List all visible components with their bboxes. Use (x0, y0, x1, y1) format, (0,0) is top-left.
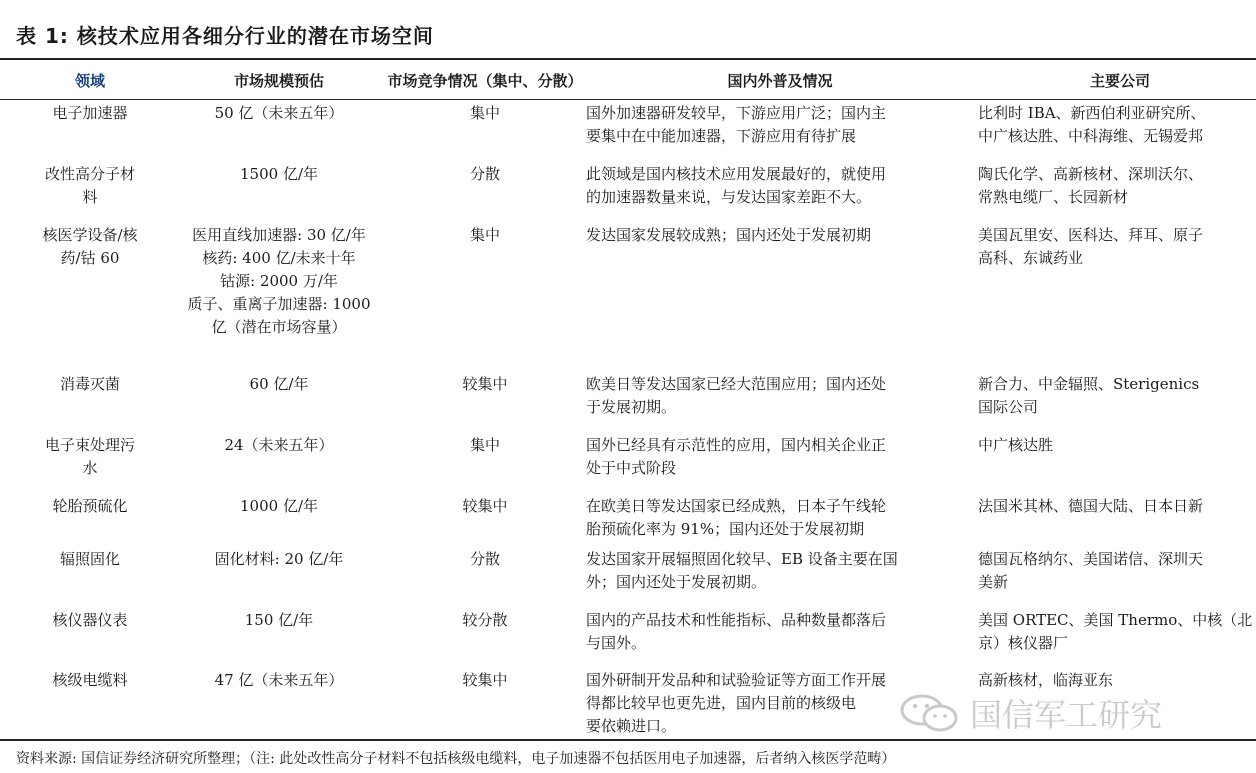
field-cell: 辐照固化 (59, 550, 120, 568)
watermark-text: 国信军工研究 (970, 696, 1163, 734)
status-cell: 欧美日等发达国家已经大范围应用；国内还处 (586, 375, 887, 393)
companies-cell: 常熟电缆厂、长园新材 (978, 188, 1129, 206)
competition-cell: 集中 (469, 104, 500, 122)
companies-cell: 中广核达胜、中科海维、无锡爱邦 (978, 127, 1204, 145)
market-size-cell: 150 亿/年 (244, 611, 314, 629)
market-size-cell: 24（未来五年） (224, 436, 334, 454)
status-cell: 与国外。 (586, 634, 647, 652)
market-size-cell: 固化材料: 20 亿/年 (214, 550, 344, 568)
competition-cell: 较集中 (462, 671, 508, 689)
companies-cell: 德国瓦格纳尔、美国诺信、深圳天 (978, 550, 1204, 568)
status-cell: 国外研制开发品种和试验验证等方面工作开展 (586, 671, 887, 689)
status-cell: 国外加速器研发较早，下游应用广泛；国内主 (586, 104, 887, 122)
field-cell: 电子加速器 (52, 104, 128, 122)
companies-cell: 比利时 IBA、新西伯利亚研究所、 (978, 104, 1206, 122)
competition-cell: 较集中 (462, 375, 508, 393)
header-field: 领域 (74, 72, 105, 90)
competition-cell: 集中 (469, 436, 500, 454)
header-market-size: 市场规模预估 (233, 72, 324, 90)
status-cell: 要集中在中能加速器，下游应用有待扩展 (586, 127, 857, 145)
companies-cell: 京）核仪器厂 (978, 634, 1069, 652)
market-size-cell: 60 亿/年 (249, 375, 309, 393)
header-status: 国内外普及情况 (727, 72, 833, 90)
field-cell: 核医学设备/核 (42, 226, 138, 244)
field-cell: 轮胎预硫化 (52, 497, 128, 515)
field-cell: 核仪器仪表 (52, 611, 128, 629)
field-cell: 消毒灭菌 (59, 375, 120, 393)
status-cell: 在欧美日等发达国家已经成熟，日本子午线轮 (586, 497, 887, 515)
table-title: 表 1: 核技术应用各细分行业的潜在市场空间 (16, 24, 434, 48)
market-size-cell: 医用直线加速器: 30 亿/年 (192, 226, 366, 244)
status-cell: 处于中式阶段 (586, 459, 677, 477)
companies-cell: 高科、东诚药业 (978, 249, 1084, 267)
market-size-cell: 亿（潜在市场容量） (211, 318, 347, 336)
status-cell: 的加速器数量来说，与发达国家差距不大。 (586, 188, 872, 206)
competition-cell: 分散 (469, 165, 500, 183)
companies-cell: 新合力、中金辐照、Sterigenics (978, 375, 1200, 393)
header-companies: 主要公司 (1089, 72, 1150, 90)
status-cell: 于发展初期。 (586, 398, 677, 416)
companies-cell: 国际公司 (978, 398, 1039, 416)
competition-cell: 集中 (469, 226, 500, 244)
companies-cell: 中广核达胜 (978, 436, 1054, 454)
wechat-icon (898, 693, 960, 733)
header-competition: 市场竞争情况（集中、分散） (387, 72, 583, 90)
field-cell: 料 (82, 188, 98, 206)
competition-cell: 较集中 (462, 497, 508, 515)
watermark (898, 690, 1162, 736)
market-size-cell: 47 亿（未来五年） (214, 671, 344, 689)
source-note: 资料来源: 国信证券经济研究所整理；（注: 此处改性高分子材料不包括核级电缆料，电子加速器不包括医用电子加速器，后者纳入核医学范畴） (16, 751, 896, 767)
status-cell: 发达国家开展辐照固化较早、EB 设备主要在国 (586, 550, 898, 568)
status-cell: 胎预硫化率为 91%；国内还处于发展初期 (586, 520, 865, 538)
companies-cell: 美新 (978, 573, 1009, 591)
field-cell: 水 (82, 459, 98, 477)
competition-cell: 较分散 (462, 611, 508, 629)
status-cell: 此领域是国内核技术应用发展最好的，就使用 (586, 165, 887, 183)
market-size-cell: 50 亿（未来五年） (214, 104, 344, 122)
field-cell: 药/钴 60 (60, 249, 120, 267)
status-cell: 国外已经具有示范性的应用，国内相关企业正 (586, 436, 887, 454)
field-cell: 核级电缆料 (52, 671, 128, 689)
bottom-rule (0, 739, 1256, 741)
market-size-cell: 钴源: 2000 万/年 (220, 272, 338, 290)
field-cell: 改性高分子材 (44, 165, 135, 183)
status-cell: 外；国内还处于发展初期。 (586, 573, 767, 591)
top-rule (0, 58, 1256, 60)
companies-cell: 美国瓦里安、医科达、拜耳、原子 (978, 226, 1204, 244)
companies-cell: 法国米其林、德国大陆、日本日新 (978, 497, 1204, 515)
status-cell: 要依赖进口。 (586, 717, 677, 735)
market-size-cell: 1500 亿/年 (240, 165, 318, 183)
market-size-cell: 核药: 400 亿/未来十年 (202, 249, 356, 267)
market-size-cell: 质子、重离子加速器: 1000 (187, 295, 371, 313)
competition-cell: 分散 (469, 550, 500, 568)
status-cell: 得都比较早也更先进，国内目前的核级电 (586, 694, 857, 712)
field-cell: 电子束处理污 (44, 436, 135, 454)
companies-cell: 高新核材，临海亚东 (978, 671, 1114, 689)
companies-cell: 陶氏化学、高新核材、深圳沃尔、 (978, 165, 1204, 183)
status-cell: 国内的产品技术和性能指标、品种数量都落后 (586, 611, 887, 629)
market-size-cell: 1000 亿/年 (240, 497, 318, 515)
status-cell: 发达国家发展较成熟；国内还处于发展初期 (586, 226, 872, 244)
companies-cell: 美国 ORTEC、美国 Thermo、中核（北 (978, 611, 1253, 629)
header-rule (0, 99, 1256, 100)
